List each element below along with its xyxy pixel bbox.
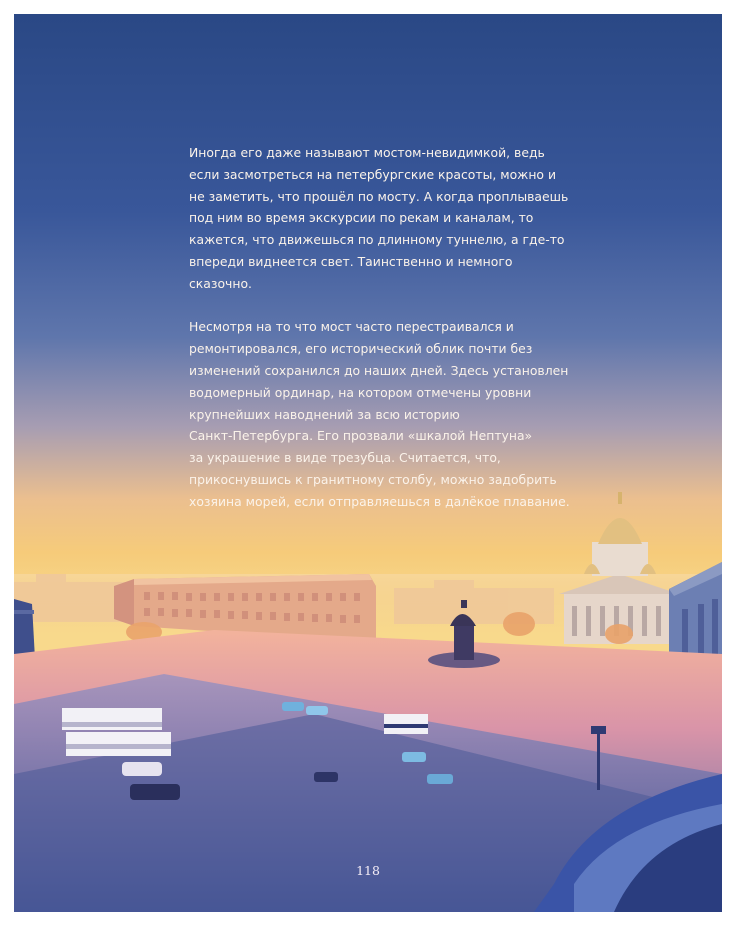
paragraph-1 <box>189 142 569 295</box>
text-line: ремонтировался, его исторический облик почти без <box>189 341 533 357</box>
text-line: Иногда его даже называют мостом-невидимкой, ведь <box>189 145 545 160</box>
paragraph-2 <box>189 316 569 512</box>
text-line: кажется, что движешься по длинному туннелю, а где-то <box>189 232 565 248</box>
text-line: под ним во время экскурсии по рекам и каналам, то <box>189 210 534 226</box>
text-line: за украшение в виде трезубца. Считается, что, <box>189 450 501 466</box>
page-number: 118 <box>356 863 380 878</box>
text-line: впереди виднеется свет. Таинственно и немного <box>189 253 513 269</box>
book-page <box>14 14 722 912</box>
text-line: сказочно. <box>189 275 252 291</box>
text-line: Санкт-Петербурга. Его прозвали «шкалой Нептуна» <box>189 428 533 444</box>
text-line: если засмотреться на петербургские красоты, можно и <box>189 166 556 182</box>
body-text <box>189 142 569 513</box>
text-line: прикоснувшись к гранитному столбу, можно задобрить <box>189 471 557 487</box>
text-line: не заметить, что прошёл по мосту. А когда проплываешь <box>189 188 569 204</box>
text-line: Несмотря на то что мост часто перестраивался и <box>189 319 514 335</box>
text-line: водомерный ординар, на котором отмечены уровни <box>189 384 532 400</box>
text-line: крупнейших наводнений за всю историю <box>189 406 460 422</box>
text-line: изменений сохранился до наших дней. Здесь установлен <box>189 362 569 378</box>
text-line: хозяина морей, если отправляешься в далёкое плавание. <box>189 493 570 509</box>
